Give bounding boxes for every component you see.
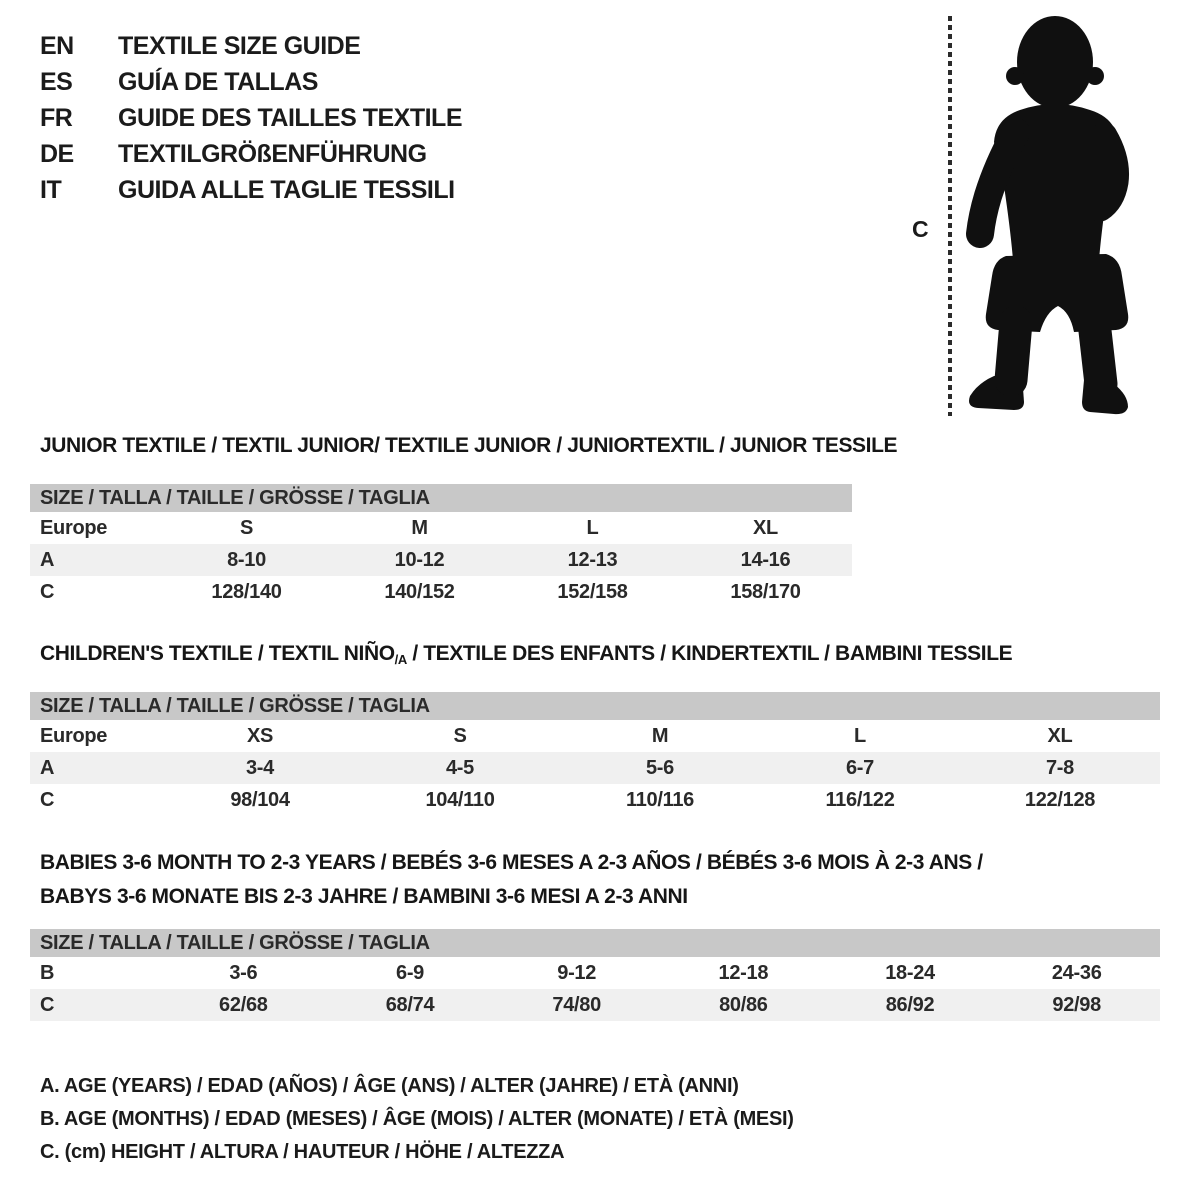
size-cell: 18-24 — [885, 961, 935, 984]
size-header-bar: SIZE / TALLA / TAILLE / GRÖSSE / TAGLIA — [30, 692, 1160, 720]
language-row-es — [40, 64, 462, 100]
size-cell: S — [239, 516, 254, 539]
legend-line-a: A. AGE (YEARS) / EDAD (AÑOS) / ÂGE (ANS) / ALTER (JAHRE) / ETÀ (ANNI) — [40, 1075, 739, 1097]
heading-subscript: /A — [394, 652, 407, 667]
size-cell: 128/140 — [211, 580, 282, 603]
size-cell: 68/74 — [385, 993, 435, 1016]
heading-line-1: BABIES 3-6 MONTH TO 2-3 YEARS / BEBÉS 3-6 MESES A 2-3 AÑOS / BÉBÉS 3-6 MOIS À 2-3 ANS / — [40, 851, 983, 874]
size-cell: 4-5 — [445, 756, 474, 779]
language-row-de — [40, 136, 462, 172]
table-row — [30, 576, 852, 608]
row-label-cell: A — [40, 548, 55, 571]
size-cell: M — [651, 724, 669, 747]
row-label-cell: Europe — [40, 724, 108, 747]
language-title: TEXTILE SIZE GUIDE — [118, 31, 361, 60]
language-title: GUÍA DE TALLAS — [118, 67, 318, 96]
language-code: IT — [40, 175, 62, 204]
size-cell: 6-9 — [396, 961, 425, 984]
size-cell: 152/158 — [557, 580, 628, 603]
size-cell: 3-4 — [245, 756, 274, 779]
size-cell: 104/110 — [425, 788, 495, 811]
table-row — [30, 957, 1160, 989]
legend-line-b: B. AGE (MONTHS) / EDAD (MESES) / ÂGE (MOIS) / ALTER (MONATE) / ETÀ (MESI) — [40, 1108, 794, 1130]
heading-text: CHILDREN'S TEXTILE / TEXTIL NIÑO — [40, 642, 395, 665]
size-cell: 3-6 — [229, 961, 258, 984]
size-header-bar: SIZE / TALLA / TAILLE / GRÖSSE / TAGLIA — [30, 929, 1160, 957]
heading-text: / TEXTILE DES ENFANTS / KINDERTEXTIL / BAMBINI TESSILE — [406, 642, 1013, 665]
size-cell: 5-6 — [645, 756, 674, 779]
legend-line-c: C. (cm) HEIGHT / ALTURA / HAUTEUR / HÖHE / ALTEZZA — [40, 1141, 565, 1163]
size-cell: 7-8 — [1045, 756, 1074, 779]
row-label-cell: C — [40, 788, 55, 811]
size-cell: 80/86 — [719, 993, 768, 1016]
size-cell: L — [854, 724, 866, 747]
size-cell: XL — [1047, 724, 1073, 747]
section-heading-junior: JUNIOR TEXTILE / TEXTIL JUNIOR/ TEXTILE JUNIOR / JUNIORTEXTIL / JUNIOR TESSILE — [40, 434, 898, 457]
size-cell: 116/122 — [825, 788, 895, 811]
table-row — [30, 544, 852, 576]
section-heading-children — [40, 642, 1012, 666]
table-row — [30, 720, 1160, 752]
table-row — [30, 989, 1160, 1021]
size-cell: 74/80 — [552, 993, 601, 1016]
row-label-cell: B — [40, 961, 55, 984]
size-cell: M — [411, 516, 428, 539]
language-code: DE — [40, 139, 74, 168]
language-code: EN — [40, 31, 74, 60]
language-row-it — [40, 172, 462, 208]
size-cell: 8-10 — [227, 548, 266, 571]
size-cell: 62/68 — [219, 993, 268, 1016]
size-table-children — [30, 692, 1160, 816]
size-cell: XS — [246, 724, 274, 747]
size-cell: 6-7 — [845, 756, 874, 779]
language-row-fr — [40, 100, 462, 136]
size-cell: 158/170 — [730, 580, 801, 603]
table-row — [30, 512, 852, 544]
size-cell: S — [453, 724, 467, 747]
size-cell: 86/92 — [885, 993, 935, 1016]
toddler-silhouette — [958, 14, 1138, 418]
size-cell: 10-12 — [394, 548, 445, 571]
size-cell: 9-12 — [557, 961, 597, 984]
size-cell: 140/152 — [384, 580, 455, 603]
section-heading-babies — [40, 846, 983, 914]
size-cell: 110/116 — [626, 788, 694, 811]
language-row-en — [40, 28, 462, 64]
row-label-cell: A — [40, 756, 55, 779]
language-title: TEXTILGRÖßENFÜHRUNG — [118, 139, 427, 168]
height-measure-label: C — [912, 216, 929, 242]
title-block — [40, 28, 462, 208]
heading-line-2: BABYS 3-6 MONATE BIS 2-3 JAHRE / BAMBINI 3-6 MESI A 2-3 ANNI — [40, 885, 688, 908]
table-row — [30, 752, 1160, 784]
size-cell: 92/98 — [1052, 993, 1101, 1016]
size-cell: XL — [753, 516, 778, 539]
table-row — [30, 784, 1160, 816]
height-dashed-line — [948, 16, 952, 416]
size-cell: L — [586, 516, 599, 539]
size-cell: 12-13 — [567, 548, 618, 571]
language-code: ES — [40, 67, 73, 96]
size-table-babies — [30, 929, 1160, 1021]
legend — [40, 1070, 794, 1169]
size-cell: 122/128 — [1024, 788, 1096, 811]
size-cell: 12-18 — [718, 961, 769, 984]
size-cell: 98/104 — [230, 788, 290, 811]
row-label-cell: Europe — [40, 516, 108, 539]
size-cell: 14-16 — [740, 548, 791, 571]
language-code: FR — [40, 103, 73, 132]
row-label-cell: C — [40, 580, 55, 603]
language-title: GUIDA ALLE TAGLIE TESSILI — [118, 175, 455, 204]
size-cell: 24-36 — [1051, 961, 1102, 984]
row-label-cell: C — [40, 993, 55, 1016]
size-header-bar: SIZE / TALLA / TAILLE / GRÖSSE / TAGLIA — [30, 484, 852, 512]
size-table-junior — [30, 484, 852, 608]
language-title: GUIDE DES TAILLES TEXTILE — [118, 103, 463, 132]
